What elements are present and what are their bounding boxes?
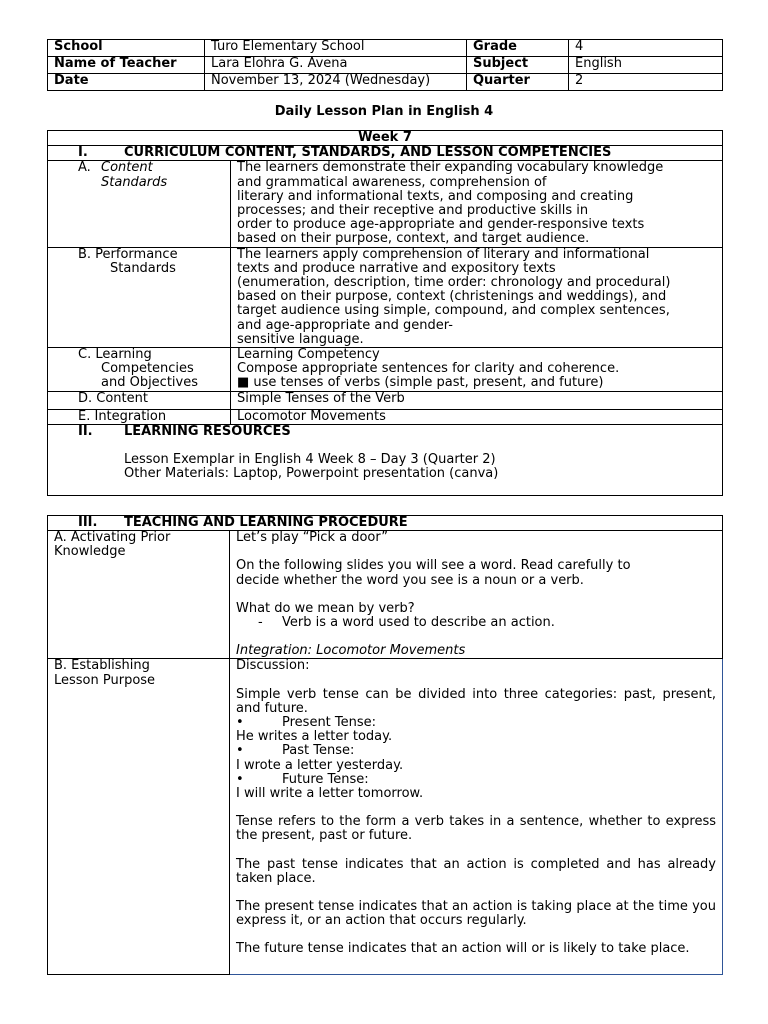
competencies-label-1: C. Learning [78,347,152,363]
content-standards-label-2: Standards [101,174,168,190]
bullet: • [236,743,244,759]
comp-line: ■ use tenses of verbs (simple past, present, and future) [237,375,604,391]
ps-line: texts and produce narrative and expository texts [237,260,556,276]
tense-definition: Tense refers to the form a verb takes in a sentence, whether to express the present, past or future. [236,814,716,844]
procedure-table [47,515,723,975]
activating-text [230,531,723,659]
establishing-label-2: Lesson Purpose [54,672,156,688]
comp-line: Compose appropriate sentences for clarity and coherence. [237,361,620,377]
competencies-label [48,348,231,392]
header-table [47,39,723,91]
verb-answer [236,616,716,630]
past-tense-label-text: Past Tense: [282,743,355,759]
establishing-label-1: B. Establishing [54,658,150,674]
bullet: • [236,715,244,731]
present-tense-example: He writes a letter today. [236,729,393,745]
subject-label: Subject [467,57,569,74]
verb-answer-text: Verb is a word used to describe an action. [282,615,555,631]
performance-standards-label [48,247,231,347]
section-2-heading [78,425,716,439]
cs-line: based on their purpose, context, and target audience. [237,231,590,247]
content-standards-text [231,161,723,247]
quarter-label: Quarter [467,74,569,91]
ps-line: The learners apply comprehension of literary and informational [237,246,650,262]
cs-line: order to produce age-appropriate and gender-responsive texts [237,217,645,233]
tense-intro: Simple verb tense can be divided into three categories: past, present, and future. [236,686,716,716]
competencies-text [231,348,723,392]
future-tense-example: I will write a letter tomorrow. [236,786,424,802]
teacher-label: Name of Teacher [48,57,205,74]
ps-line: based on their purpose, context (christenings and weddings), and [237,289,667,305]
page-title: Daily Lesson Plan in English 4 [274,104,494,119]
present-tense-label-text: Present Tense: [282,715,377,731]
performance-standards-text [231,247,723,347]
ps-line: (enumeration, description, time order: chronology and procedural) [237,275,671,291]
future-tense-label-text: Future Tense: [282,771,369,787]
instruction-line-2: decide whether the word you see is a noun or a verb. [236,572,584,588]
resources-line-1: Lesson Exemplar in English 4 Week 8 – Day 3 (Quarter 2) [124,452,496,468]
game-line: Let’s play “Pick a door” [236,530,388,546]
present-tense-definition: The present tense indicates that an action is taking place at the time you express it, or an action that occurs regularly. [236,899,716,929]
content-standards-letter: A. [78,160,91,176]
section-3-heading [48,516,723,531]
cs-line: processes; and their receptive and productive skills in [237,203,589,219]
discussion-label: Discussion: [236,658,310,674]
grade-value: 4 [569,40,723,57]
performance-standards-label-2: Standards [110,260,176,276]
present-tense-label [236,716,716,730]
section-1-number: I. [78,145,88,161]
subject-value: English [569,57,723,74]
cs-line: The learners demonstrate their expanding vocabulary knowledge [237,160,664,176]
ps-line: and age-appropriate and gender- [237,317,453,333]
past-tense-definition: The past tense indicates that an action is completed and has already taken place. [236,856,716,886]
cs-line: literary and informational texts, and composing and creating [237,188,634,204]
week-label: Week 7 [48,131,723,146]
teacher-value: Lara Elohra G. Avena [205,57,467,74]
competencies-label-2: Competencies [101,361,194,377]
resources-line-2: Other Materials: Laptop, Powerpoint presentation (canva) [124,466,499,482]
school-value: Turo Elementary School [205,40,467,57]
curriculum-table [47,130,723,496]
bullet: • [236,771,244,787]
comp-line: Learning Competency [237,347,380,363]
ps-line: target audience using simple, compound, and complex sentences, [237,303,670,319]
section-2-title: LEARNING RESOURCES [124,423,291,439]
cs-line: and grammatical awareness, comprehension of [237,174,547,190]
learning-resources [48,424,723,495]
verb-question: What do we mean by verb? [236,600,415,616]
future-tense-label [236,773,716,787]
activating-integration: Integration: Locomotor Movements [236,643,466,659]
date-value: November 13, 2024 (Wednesday) [205,74,467,91]
future-tense-definition: The future tense indicates that an action will or is likely to take place. [236,941,690,957]
past-tense-example: I wrote a letter yesterday. [236,757,404,773]
content-standards-label [48,161,231,247]
section-2-number: II. [78,423,93,439]
integration-label: E. Integration [48,409,231,424]
section-1-title: CURRICULUM CONTENT, STANDARDS, AND LESSON COMPETENCIES [124,145,612,161]
instruction-line-1: On the following slides you will see a word. Read carefully to [236,558,631,574]
ps-line: sensitive language. [237,331,364,347]
section-3-number: III. [78,515,98,530]
section-1-heading [48,146,723,161]
competencies-label-3: and Objectives [101,375,199,391]
performance-standards-label-1: B. Performance [78,246,178,262]
content-value: Simple Tenses of the Verb [231,391,723,409]
grade-label: Grade [467,40,569,57]
content-label: D. Content [48,391,231,409]
section-3-title: TEACHING AND LEARNING PROCEDURE [124,515,408,530]
past-tense-label [236,744,716,758]
dash-marker: - [258,615,263,631]
activating-label [48,531,230,659]
school-label: School [48,40,205,57]
establishing-text [230,659,723,975]
content-standards-label-1: Content [101,160,153,176]
quarter-value: 2 [569,74,723,91]
activating-label-1: A. Activating Prior [54,530,171,546]
activating-label-2: Knowledge [54,544,126,560]
integration-value: Locomotor Movements [231,409,723,424]
date-label: Date [48,74,205,91]
establishing-label [48,659,230,975]
